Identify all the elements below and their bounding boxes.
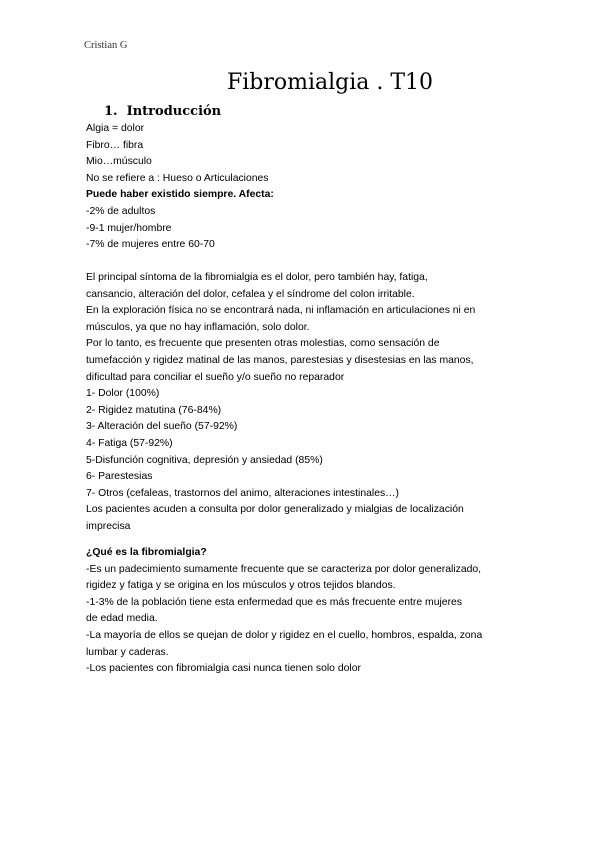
text-line: -Es un padecimiento sumamente frecuente que se caracteriza por dolor generalizado, — [86, 563, 482, 575]
text-line: dificultad para conciliar el sueño y/o sueño no reparador — [86, 371, 345, 383]
text-line: tumefacción y rigidez matinal de las manos, parestesias y disestesias en las manos, — [86, 354, 474, 366]
text-line: músculos, ya que no hay inflamación, solo dolor. — [86, 321, 310, 333]
text-line: No se refiere a : Hueso o Articulaciones — [86, 172, 269, 184]
list-item: 3- Alteración del sueño (57-92%) — [86, 421, 238, 433]
text-line: rigidez y fatiga y se origina en los músculos y otros tejidos blandos. — [86, 580, 396, 592]
text-line: -7% de mujeres entre 60-70 — [86, 239, 215, 251]
text-line: lumbar y caderas. — [86, 646, 169, 658]
list-item: 5-Disfunción cognitiva, depresión y ansiedad (85%) — [86, 454, 323, 466]
page-title: Fibromialgia . T10 — [226, 70, 434, 95]
symptoms-block — [86, 270, 516, 536]
text-line: Mio…músculo — [86, 156, 152, 168]
text-line: El principal síntoma de la fibromialgia es el dolor, pero también hay, fatiga, — [86, 272, 428, 283]
bold-line: Puede haber existido siempre. Afecta: — [86, 189, 274, 201]
what-is-block — [86, 545, 516, 678]
text-line: -La mayoría de ellos se quejan de dolor y rigidez en el cuello, hombros, espalda, zona — [86, 629, 483, 641]
list-item: 1- Dolor (100%) — [86, 388, 160, 400]
section-title: Introducción — [126, 104, 222, 119]
text-line: de edad media. — [86, 613, 158, 625]
section-heading — [104, 104, 221, 119]
text-line: cansancio, alteración del dolor, cefalea y el síndrome del colon irritable. — [86, 288, 415, 300]
intro-block — [86, 121, 516, 254]
section-number: 1. — [104, 104, 118, 119]
text-line: -Los pacientes con fibromialgia casi nunca tienen solo dolor — [86, 663, 361, 675]
list-item: 7- Otros (cefaleas, trastornos del animo, alteraciones intestinales…) — [86, 487, 400, 499]
subheading: ¿Qué es la fibromialgia? — [86, 547, 207, 558]
text-line: -2% de adultos — [86, 205, 156, 217]
list-item: 6- Parestesias — [86, 471, 153, 483]
text-line: -1-3% de la población tiene esta enfermedad que es más frecuente entre mujeres — [86, 596, 463, 608]
author-name: Cristian G — [84, 40, 128, 51]
text-line: Por lo tanto, es frecuente que presenten otras molestias, como sensación de — [86, 338, 440, 350]
text-line: imprecisa — [86, 520, 131, 532]
text-line: Fibro… fibra — [86, 139, 144, 151]
list-item: 2- Rigidez matutina (76-84%) — [86, 404, 222, 416]
list-item: 4- Fatiga (57-92%) — [86, 437, 173, 449]
text-line: Algia = dolor — [86, 123, 145, 134]
text-line: Los pacientes acuden a consulta por dolor generalizado y mialgias de localización — [86, 504, 464, 516]
text-line: -9-1 mujer/hombre — [86, 222, 172, 234]
text-line: En la exploración física no se encontrará nada, ni inflamación en articulaciones ni en — [86, 305, 476, 317]
